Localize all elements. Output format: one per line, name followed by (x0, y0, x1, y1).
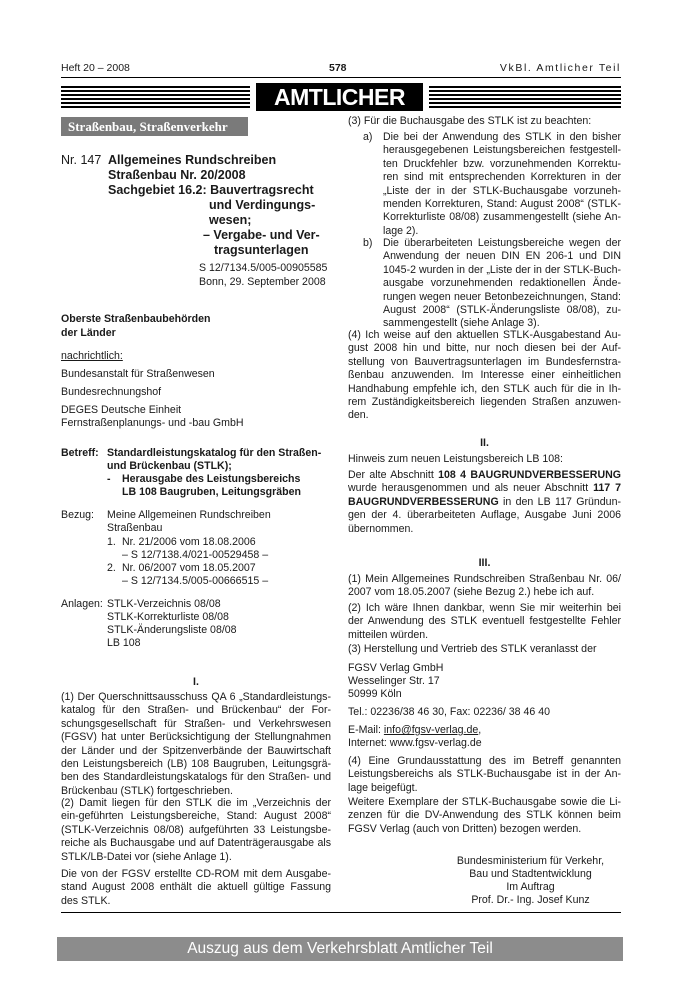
cc-recipient-2: Bundesrechnungshof (61, 386, 162, 398)
betreff-line-1: Standardleistungskatalog für den Straßen- (107, 447, 322, 459)
section-1-paragraph-2: (2) Damit liegen für den STLK die im „Verzeichnis der ein-geführten Leistungsbereiche, Stand: August 2008“ (STLK-Verzeichnis 08/08) aufgeführten 33 Leistungsbe-reiche als Buchausgabe und auf Datenträgerausgabe als STLK/LB-Datei vor (siehe Anlage 1). (61, 797, 331, 863)
banner-stripes-left (61, 86, 250, 108)
section-3-paragraph-1: (1) Mein Allgemeines Rundschreiben Straßenbau Nr. 06/ 2007 vom 18.05.2007 (siehe Bezug 2.) hebe ich auf. (348, 573, 621, 599)
email-link[interactable]: info@fgsv-verlag.de (383, 724, 479, 736)
anlagen-line-3: STLK-Änderungsliste 08/08 (107, 624, 237, 636)
item-a-text: Die bei der Anwendung des STLK in den bisher herausgegebenen Leistungsbereichen festgestell-ten Druckfehler bzw. vorzunehmenden Korrektu-ren sind mit entsprechenden Korrekturen in der „Liste der in der STLK-Buchausgabe vorzuneh-menden Korrekturen, Stand: August 2008“ (STLK-Korrekturliste 08/08) zusammengestellt (siehe An-lage 2). (383, 131, 621, 237)
section-1-paragraph-1: (1) Der Querschnittsausschuss QA 6 „Standardleistungs-katalog für den Straßen- und Brückenbau“ der For-schungsgesellschaft für Straßen- und Verkehrswesen (FGSV) hat unter Berücksichtigung der Stellungnahmen der Länder und der Spitzenverbände der Bauwirtschaft den Leistungsbereich (LB) 108 Baugruben, Leitungsgrä-ben des Standardleistungskatalogs für den Straßen- und Brückenbau (STLK) fortgeschrieben. (61, 691, 331, 797)
item-a-label: a) (363, 131, 373, 143)
section-2-heading: II. (480, 437, 489, 449)
publisher-name: FGSV Verlag GmbH (348, 662, 444, 674)
doc-title-3: Sachgebiet 16.2: Bauvertragsrecht (108, 183, 314, 197)
bezug-line-1: Meine Allgemeinen Rundschreiben (107, 509, 271, 521)
publisher-city: 50999 Köln (348, 688, 402, 700)
doc-title-4: und Verdingungs- (209, 198, 316, 212)
para-4: (4) Ich weise auf den aktuellen STLK-Ausgabestand Au-gust 2008 hin und bitte, nur noch diesen bei der Auf-stellung von Bauvertragsunterlagen im Bundesfernstra-ßenbau anzuwenden. Im Interesse einer einheitlichen Handhabung empfehle ich, den STLK auch für die in Ih-rem Zuständigkeitsbereich liegenden Straßen anzuwen-den. (348, 329, 621, 422)
section-3-heading: III. (478, 557, 491, 569)
betreff-line-3: Herausgabe des Leistungsbereichs (122, 473, 301, 485)
doc-title-7: tragsunterlagen (214, 243, 309, 257)
section-2-new-section: 117 7 BAUGRUNDVERBESSERUNG (348, 482, 621, 508)
publisher-phone-fax: Tel.: 02236/38 46 30, Fax: 02236/ 38 46 40 (348, 706, 551, 718)
section-3-paragraph-5: Weitere Exemplare der STLK-Buchausgabe sowie die Li-zenzen für die DV-Anwendung des STLK können beim FGSV Verlag (auch von Dritten) bezogen werden. (348, 796, 621, 835)
bezug-item-2-number: 2. (107, 562, 116, 574)
footer-banner: Auszug aus dem Verkehrsblatt Amtlicher Teil (57, 937, 623, 961)
doc-title-2: Straßenbau Nr. 20/2008 (108, 168, 246, 182)
section-3-paragraph-3: (3) Herstellung und Vertrieb des STLK veranlasst der (348, 643, 597, 655)
cc-recipient-3a: DEGES Deutsche Einheit (61, 404, 182, 416)
recipient-line-2: der Länder (61, 327, 116, 339)
section-2-text (348, 469, 621, 536)
journal-label: VkBl. Amtlicher Teil (499, 62, 621, 74)
publisher-internet: Internet: www.fgsv-verlag.de (348, 737, 482, 749)
section-2-text-1: Der alte Abschnitt (348, 469, 439, 481)
bezug-item-1-b: – S 12/7138.4/021-00529458 – (122, 549, 269, 561)
section-3-paragraph-4: (4) Eine Grundausstattung des im Betreff genannten Leistungsbereichs als STLK-Buchausgabe ist in der An-lage beigefügt. (348, 755, 621, 794)
section-2-text-3: in den LB 117 Gründun-gen der 4. überarbeiteten Auflage, Ausgabe Juni 2006 übernommen. (348, 495, 621, 535)
publisher-street: Wesselinger Str. 17 (348, 675, 440, 687)
section-2-text-2: wurde herausgenommen und als neuer Abschnitt (348, 482, 594, 495)
betreff-line-4: LB 108 Baugruben, Leitungsgräben (122, 486, 301, 498)
page-number: 578 (329, 62, 347, 74)
cc-recipient-1: Bundesanstalt für Straßenwesen (61, 368, 215, 380)
bezug-item-1-number: 1. (107, 536, 116, 548)
cc-recipient-3b: Fernstraßenplanungs- und -bau GmbH (61, 417, 244, 429)
bezug-line-2: Straßenbau (107, 522, 163, 534)
betreff-label: Betreff: (61, 447, 99, 459)
doc-title-1: Allgemeines Rundschreiben (108, 153, 277, 167)
doc-title-5: wesen; (209, 213, 252, 227)
publisher-email-line (348, 724, 481, 737)
signature-line-1: Bundesministerium für Verkehr, (456, 855, 605, 867)
signature-line-2: Bau und Stadtentwicklung (469, 868, 592, 880)
issue-label: Heft 20 – 2008 (61, 62, 130, 74)
bezug-item-2-b: – S 12/7134.5/005-00666515 – (122, 575, 269, 587)
section-3-paragraph-2: (2) Ich wäre Ihnen dankbar, wenn Sie mir weiterhin bei der Anwendung des STLK eventuell festgestellte Fehler mitteilen würden. (348, 602, 621, 641)
section-label: Straßenbau, Straßenverkehr (61, 117, 248, 136)
email-tail: , (478, 724, 482, 736)
banner-stripes-right (429, 86, 621, 108)
signature-line-4: Prof. Dr.- Ing. Josef Kunz (471, 894, 590, 906)
signature-line-3: Im Auftrag (506, 881, 555, 893)
doc-reference: S 12/7134.5/005-00905585 (199, 262, 328, 274)
banner-title: AMTLICHER TEIL (256, 83, 423, 111)
para-3-intro: (3) Für die Buchausgabe des STLK ist zu beachten: (348, 115, 592, 127)
header-rule (61, 77, 621, 78)
doc-title-6: – Vergabe- und Ver- (203, 228, 320, 242)
bezug-item-2-a: Nr. 06/2007 vom 18.05.2007 (122, 562, 256, 574)
footer-rule (61, 912, 621, 913)
section-1-paragraph-3: Die von der FGSV erstellte CD-ROM mit dem Ausgabe-stand August 2008 enthält die aktuell gültige Fassung des STLK. (61, 868, 331, 907)
cc-label: nachrichtlich: (61, 350, 123, 362)
bezug-item-1-a: Nr. 21/2006 vom 18.08.2006 (122, 536, 256, 548)
section-2-hint: Hinweis zum neuen Leistungsbereich LB 108: (348, 453, 563, 465)
item-b-text: Die überarbeiteten Leistungsbereiche wegen der Anwendung der neuen DIN EN 206-1 und DIN 1045-2 wurden in der „Liste der in der STLK-Buch-ausgabe vorzunehmenden redaktionellen Ände-rungen wegen neuer Betonbezeichnungen, Stand: August 2008“ (STLK-Änderungsliste 08/08), zu-sammengestellt (siehe Anlage 3). (383, 237, 621, 330)
anlagen-line-4: LB 108 (107, 637, 141, 649)
betreff-dash: - (107, 473, 111, 485)
item-b-label: b) (363, 237, 373, 249)
section-2-old-section: 108 4 BAUGRUNDVERBESSERUNG (438, 469, 621, 481)
recipient-line-1: Oberste Straßenbaubehörden (61, 313, 211, 325)
section-1-heading: I. (193, 676, 199, 688)
doc-place-date: Bonn, 29. September 2008 (199, 276, 326, 288)
bezug-label: Bezug: (61, 509, 94, 521)
anlagen-line-2: STLK-Korrekturliste 08/08 (107, 611, 229, 623)
betreff-line-2: und Brückenbau (STLK); (107, 460, 232, 472)
anlagen-line-1: STLK-Verzeichnis 08/08 (107, 598, 221, 610)
anlagen-label: Anlagen: (61, 598, 103, 610)
doc-number: Nr. 147 (61, 153, 102, 167)
email-label: E-Mail: (348, 724, 384, 736)
